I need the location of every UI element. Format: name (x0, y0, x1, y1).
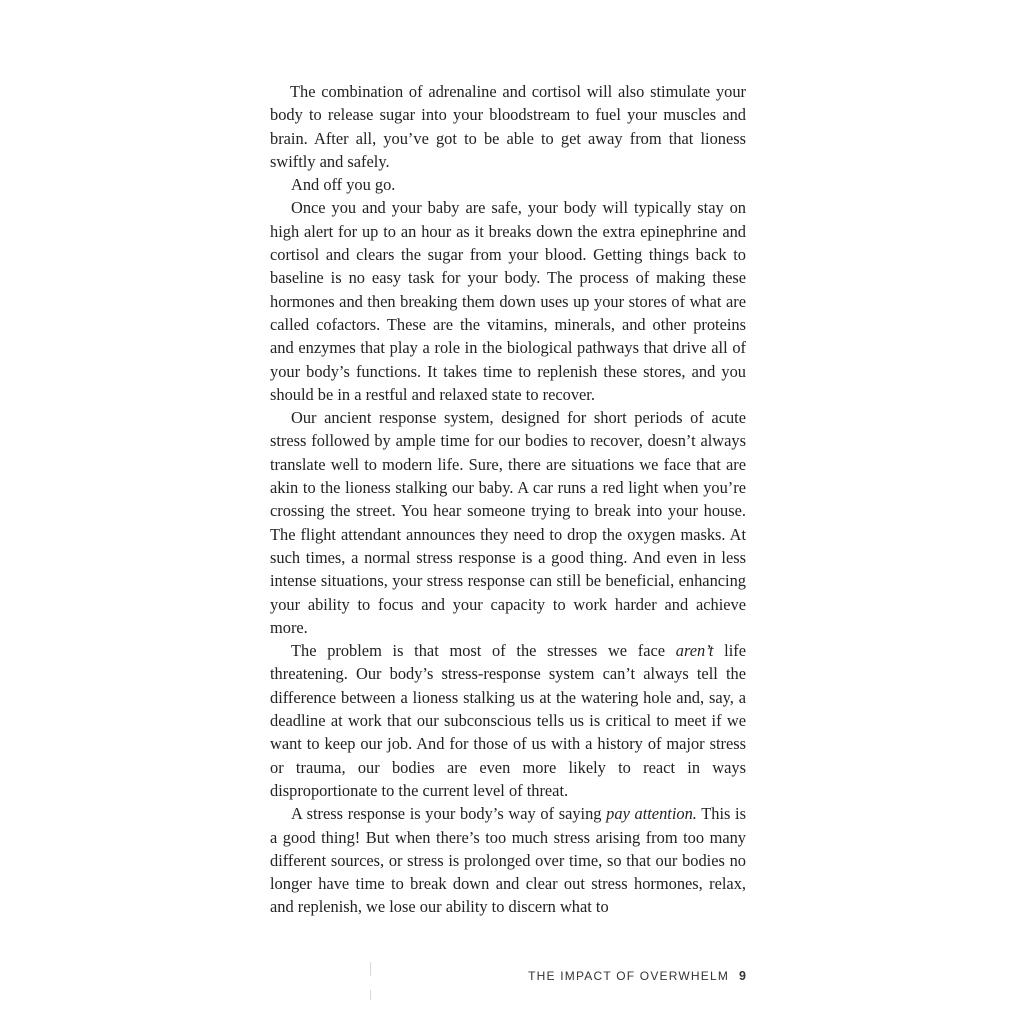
paragraph (270, 196, 746, 406)
text-run: The combination of adrenaline and cortisol will also stimulate your body to release sugar into your bloodstream to fuel your muscles and brain. After all, you’ve got to be able to get away from that lioness swiftly and safely. (270, 82, 746, 171)
text-run: The problem is that most of the stresses we face (291, 641, 676, 661)
paragraph (270, 173, 746, 196)
text-run: And off you go. (291, 175, 396, 195)
body-text (270, 80, 746, 919)
text-run: Once you and your baby are safe, your body will typically stay on high alert for up to an hour as it breaks down the extra epinephrine and cortisol and clears the sugar from your blood. Getting things back to baseline is no easy task for your body. The process of making these hormones and then breaking them down uses up your stores of what are called cofactors. These are the vitamins, minerals, and other proteins and enzymes that play a role in the biological pathways that drive all of your body’s functions. It takes time to replenish these stores, and you should be in a restful and relaxed state to recover. (270, 198, 746, 404)
page-number: 9 (739, 969, 746, 983)
scan-artifact (370, 962, 371, 976)
running-head: THE IMPACT OF OVERWHELM (528, 969, 730, 983)
page-footer (430, 969, 746, 983)
paragraph (270, 639, 746, 802)
text-run: life threatening. Our body’s stress-response system can’t always tell the difference between a lioness stalking us at the watering hole and, say, a deadline at work that our subconscious tells us is critical to meet if we want to keep our job. And for those of us with a history of major stress or trauma, our bodies are even more likely to react in ways disproportionate to the current level of threat. (270, 641, 746, 800)
italic-text: aren’t (675, 641, 714, 661)
paragraph (270, 802, 746, 918)
scan-artifact (370, 990, 371, 1000)
paragraph (270, 406, 746, 639)
text-run: Our ancient response system, designed for short periods of acute stress followed by ample time for our bodies to recover, doesn’t always translate well to modern life. Sure, there are situations we face that are akin to the lioness stalking our baby. A car runs a red light when you’re crossing the street. You hear someone trying to break into your house. The flight attendant announces they need to drop the oxygen masks. At such times, a normal stress response is a good thing. And even in less intense situations, your stress response can still be beneficial, enhancing your ability to focus and your capacity to work harder and achieve more. (270, 408, 746, 637)
italic-text: pay attention. (606, 804, 697, 824)
text-run: This is a good thing! But when there’s too much stress arising from too many different sources, or stress is prolonged over time, so that our bodies no longer have time to break down and clear out stress hormones, relax, and replenish, we lose our ability to discern what to (270, 804, 746, 917)
paragraph (270, 80, 746, 173)
text-run: A stress response is your body’s way of saying (291, 804, 607, 824)
